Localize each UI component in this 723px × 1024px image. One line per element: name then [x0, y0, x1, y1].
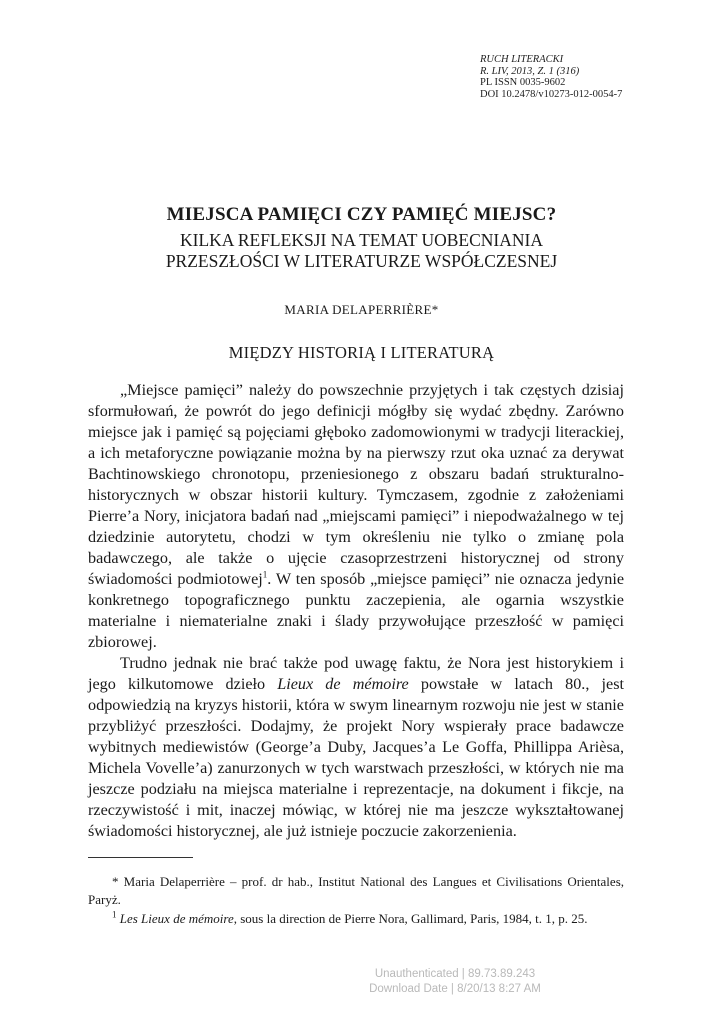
footnote-1-work: Les Lieux de mémoire	[119, 911, 234, 926]
paragraph-1-text-b: . W ten sposób „miejsce pamięci” nie oznacza jedynie konkretnego topograficznego punktu zaczepienia, ale ogarnia wszystkie materialne i niematerialne znaki i ślady przywołujące przeszłość w pamięci zbiorowej.	[88, 570, 625, 651]
journal-masthead	[480, 54, 715, 100]
footnote-divider	[88, 857, 193, 858]
title-block	[0, 204, 723, 272]
footnote-ref-1: 1	[262, 569, 268, 580]
paragraph-2-text-a: Trudno jednak nie brać także pod uwagę faktu, że Nora jest historykiem i jego kilkutomowe dzieło	[88, 654, 624, 693]
paragraph-2-text-b: powstałe w latach 80., jest odpowiedzią na kryzys historii, która w swym linearnym rozwoju nie jest w stanie przybliżyć przeszłości. Dodajmy, że projekt Nory wspierały prace badawcze wybitnych mediewistów (George’a Duby, Jacques’a Le Goffa, Phillippa Arièsa, Michela Vovelle’a) zanurzonych w tych warstwach przeszłości, w których nie ma jeszcze podziału na miejsca materialne i reprezentacje, na dokument i fikcje, na rzeczywistość i mit, inaczej mówiąc, w której nie ma jeszcze wykształtowanej świadomości historycznej, ale już istnieje poczucie zakorzenienia.	[88, 675, 624, 840]
footnotes	[88, 873, 624, 928]
section-heading: MIĘDZY HISTORIĄ I LITERATURĄ	[228, 343, 495, 362]
stamp-line-2: Download Date | 8/20/13 8:27 AM	[369, 983, 541, 995]
work-title-italic: Lieux de mémoire	[277, 675, 409, 693]
journal-issn: PL ISSN 0035-9602	[480, 77, 566, 88]
author-name: MARIA DELAPERRIÈRE	[284, 302, 432, 317]
stamp-line-1: Unauthenticated | 89.73.89.243	[374, 968, 536, 980]
author-line	[0, 302, 723, 318]
footnote-1-text: , sous la direction de Pierre Nora, Gallimard, Paris, 1984, t. 1, p. 25.	[233, 911, 588, 926]
article-subtitle-line-2: PRZESZŁOŚCI W LITERATURZE WSPÓŁCZESNEJ	[165, 251, 558, 271]
journal-name: RUCH LITERACKI	[480, 54, 564, 65]
article-title: MIEJSCA PAMIĘCI CZY PAMIĘĆ MIEJSC?	[166, 204, 557, 225]
article-body	[88, 380, 624, 842]
paragraph-2	[88, 653, 624, 842]
author-footnote-mark: *	[431, 302, 439, 317]
footnote-author: * Maria Delaperrière – prof. dr hab., Institut National des Langues et Civilisations Orientales, Paryż.	[88, 874, 624, 907]
article-doi: DOI 10.2478/v10273-012-0054-7	[480, 88, 623, 100]
paragraph-1-text-a: „Miejsce pamięci” należy do powszechnie przyjętych i tak częstych dzisiaj sformułowań, że powrót do jego definicji mógłby się wydać zbędny. Zarówno miejsce jak i pamięć są pojęciami głęboko zadomowionymi w tradycji literackiej, a ich metaforyczne powiązanie można by na pierwszy rzut oka uznać za derywat Bachtinowskiego chronotopu, przeniesionego z obszaru badań strukturalno-historycznych w obszar historii kultury. Tymczasem, zgodnie z założeniami Pierre’a Nory, inicjatora badań nad „miejscami pamięci” i niepodważalnego w tej dziedzinie autorytetu, chodzi w tym określeniu nie tylko o zmianę pola badawczego, ale także o ujęcie czasoprzestrzeni historycznej od strony świadomości podmiotowej	[88, 381, 624, 588]
journal-volume: R. LIV, 2013, Z. 1 (316)	[480, 65, 580, 77]
paragraph-1	[88, 380, 624, 653]
download-stamp	[330, 967, 580, 997]
article-subtitle-line-1: KILKA REFLEKSJI NA TEMAT UOBECNIANIA	[180, 230, 543, 250]
footnote-1-mark: 1	[112, 909, 117, 920]
footnote-1	[88, 910, 624, 928]
